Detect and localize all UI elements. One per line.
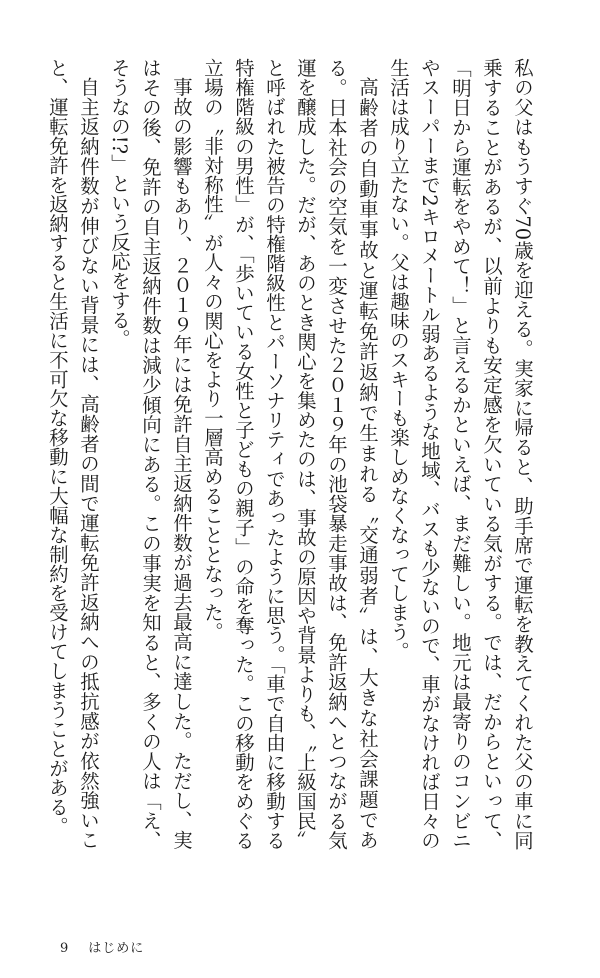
paragraph-3: 事故の影響もあり、２０１９年には免許自主返納件数が過去最高に達した。ただし、実はその後、免許の自主返納件数は減少傾向にある。この事実を知ると、多くの人は「え、そうなの!?」という反応をする。 <box>108 58 193 850</box>
paragraph-4: 自主返納件数が伸びない背景には、高齢者の間で運転免許返納への抵抗感が依然強いこと、運転免許を返納すると生活に不可欠な移動に大幅な制約を受けてしまうことがある。 <box>46 58 100 850</box>
paragraph-1: 私の父はもうすぐ70歳を迎える。実家に帰ると、助手席で運転を教えてくれた父の車に同乗することがあるが、以前よりも安定感を欠いている気がする。では、だからといって、「明日から運転をやめて！」と言えるかといえば、まだ難しい。地元は最寄りのコンビニやスーパーまで2キロメートル弱あるような地域、バスも少ないので、車がなければ日々の生活は成り立たない。父は趣味のスキーも楽しめなくなってしまう。 <box>387 58 534 850</box>
running-header-section-title: はじめに <box>88 941 145 956</box>
paragraph-2: 高齢者の自動車事故と運転免許返納で生まれる〝交通弱者〟は、大きな社会課題である。日本社会の空気を一変させた２０１９年の池袋暴走事故は、免許返納へとつながる気運を醸成した。だが、あのとき関心を集めたのは、事故の原因や背景よりも、〝上級国民〟と呼ばれた被告の特権階級性とパーソナリティであったように思う。「車で自由に移動する特権階級の男性」が、「歩いている女性と子どもの親子」の命を奪った。この移動をめぐる立場の〝非対称性〟が人々の関心をより一層高めることとなった。 <box>201 58 379 850</box>
body-text <box>38 58 538 850</box>
page-footer <box>60 937 144 956</box>
page-number: 9 <box>60 941 69 956</box>
